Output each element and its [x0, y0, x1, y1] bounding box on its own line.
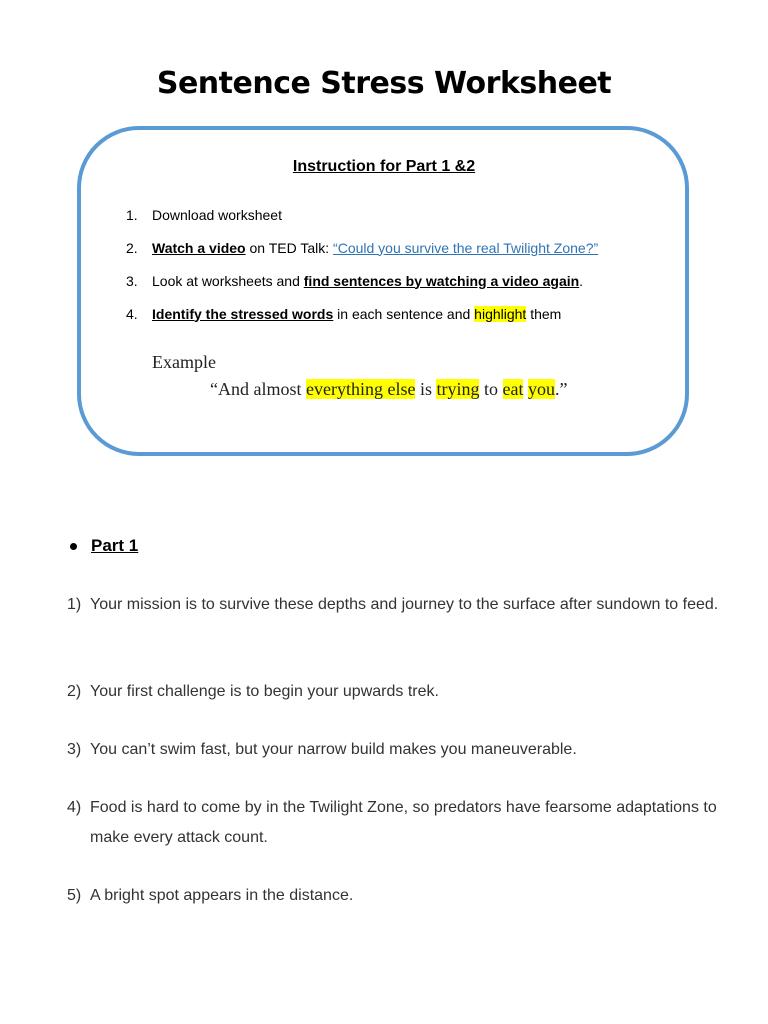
- step-number: 4.: [126, 305, 138, 322]
- sentence-text: Food is hard to come by in the Twilight Zone, so predators have fearsome adaptations to make every attack count.: [90, 799, 717, 846]
- step-bold-text: find sentences by watching a video again: [303, 272, 580, 289]
- sentence-text: Your first challenge is to begin your upwards trek.: [90, 683, 439, 700]
- sentence-item: [67, 590, 737, 620]
- step-text-end: .: [579, 272, 584, 289]
- step-number: 2.: [126, 239, 138, 256]
- stressed-word: you: [527, 379, 555, 399]
- instruction-step-2: [126, 231, 706, 264]
- example-quote: [210, 379, 567, 400]
- stressed-word: eat: [502, 379, 524, 399]
- example-label: Example: [152, 352, 216, 372]
- sentence-item: [67, 881, 737, 911]
- example-text: to: [479, 379, 503, 399]
- page-title: Sentence Stress Worksheet: [156, 66, 612, 101]
- ted-talk-link[interactable]: “Could you survive the real Twilight Zone?”: [333, 239, 599, 256]
- part-1-heading-text: Part 1: [91, 536, 139, 555]
- highlight-word: highlight: [474, 305, 527, 322]
- step-number: 3.: [126, 272, 138, 289]
- sentence-item: [67, 677, 737, 707]
- example-text: .”: [554, 379, 568, 399]
- step-text: in each sentence and: [333, 305, 475, 322]
- instruction-heading: Instruction for Part 1 &2: [292, 158, 476, 175]
- sentence-text: A bright spot appears in the distance.: [90, 887, 354, 904]
- step-text-end: them: [526, 305, 562, 322]
- instruction-step-4: [126, 297, 706, 330]
- step-text: Look at worksheets and: [152, 272, 304, 289]
- sentence-item: [67, 793, 737, 853]
- sentence-number: 4): [67, 799, 82, 816]
- instruction-steps: [126, 198, 706, 330]
- sentence-number: 3): [67, 741, 82, 758]
- step-bold-text: Identify the stressed words: [152, 305, 334, 322]
- sentence-text: You can’t swim fast, but your narrow build makes you maneuverable.: [90, 741, 577, 758]
- sentence-text: Your mission is to survive these depths and journey to the surface after sundown to feed.: [90, 596, 719, 613]
- stressed-word: trying: [436, 379, 480, 399]
- example-text: is: [415, 379, 437, 399]
- sentence-number: 1): [67, 596, 82, 613]
- sentence-number: 5): [67, 887, 82, 904]
- example-text: “And almost: [210, 379, 306, 399]
- instruction-step-1: [126, 198, 706, 231]
- stressed-word: everything else: [306, 379, 416, 399]
- instruction-step-3: [126, 264, 706, 297]
- part-1-heading: [70, 536, 138, 556]
- sentence-number: 2): [67, 683, 82, 700]
- step-text: on TED Talk:: [245, 239, 334, 256]
- step-bold-text: Watch a video: [152, 239, 246, 256]
- step-number: 1.: [126, 206, 138, 223]
- step-text: Download worksheet: [152, 206, 282, 223]
- bullet-icon: [70, 543, 77, 550]
- sentence-item: [67, 735, 737, 765]
